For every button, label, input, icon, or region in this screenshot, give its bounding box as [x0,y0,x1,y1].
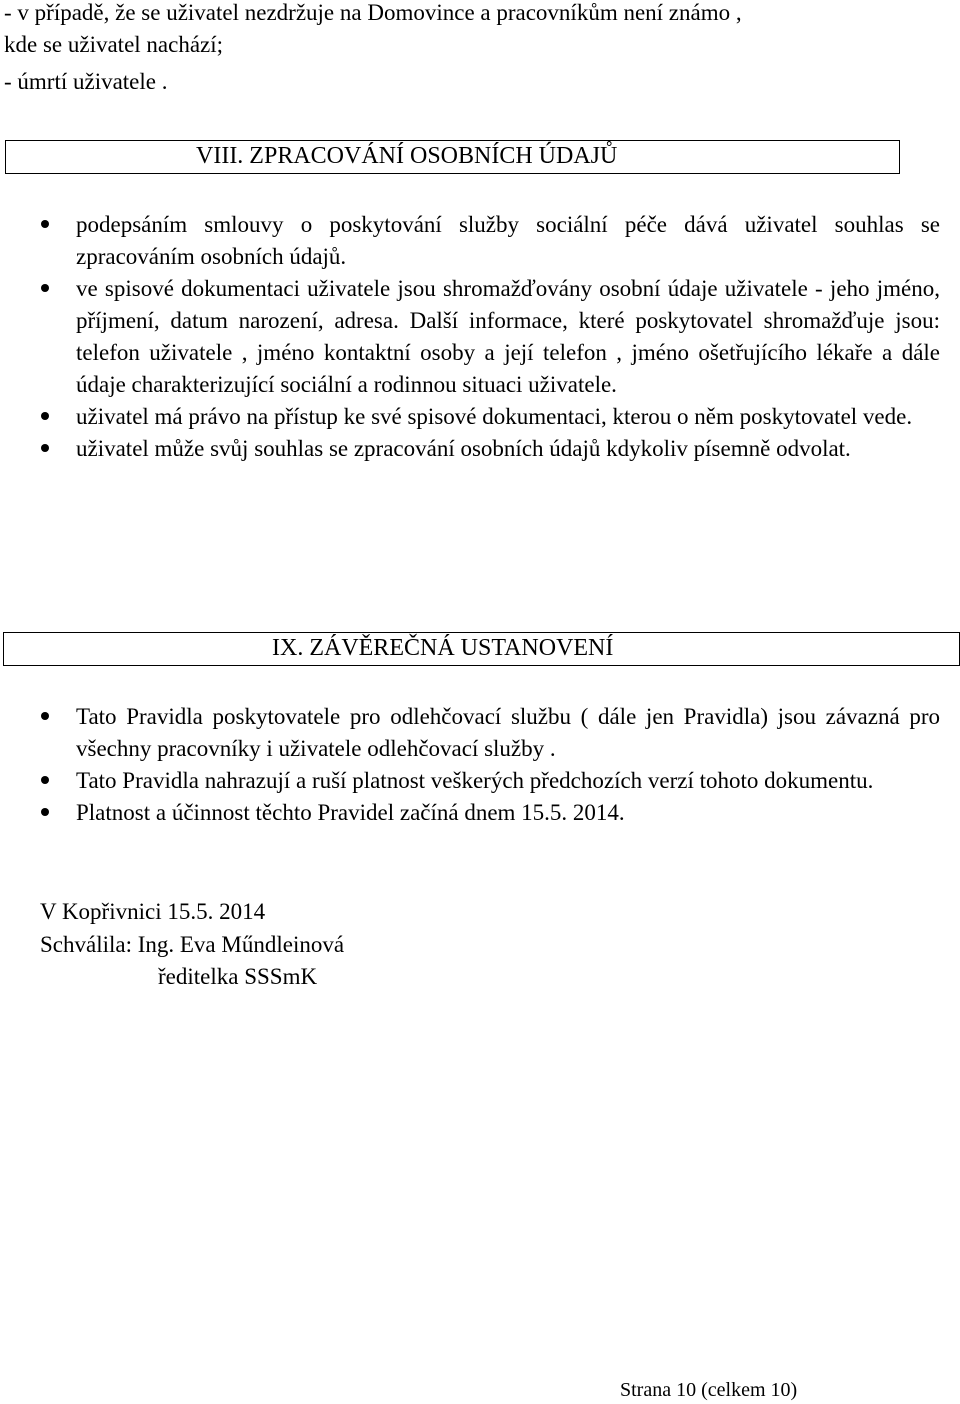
bullet-icon [41,412,49,420]
list-item-text: Tato Pravidla nahrazují a ruší platnost veškerých předchozích verzí tohoto dokumentu. [76,768,874,793]
section-8-heading: VIII. ZPRACOVÁNÍ OSOBNÍCH ÚDAJŮ [196,143,618,169]
signoff-place-date: V Kopřivnici 15.5. 2014 [40,899,266,924]
list-item [0,433,940,465]
bullet-icon [41,444,49,452]
list-item [0,765,940,797]
list-item-text: uživatel může svůj souhlas se zpracování osobních údajů kdykoliv písemně odvolat. [76,436,851,461]
list-item [0,273,940,401]
list-item [0,701,940,765]
list-item [0,209,940,273]
bullet-icon [41,712,49,720]
intro-line-3: - úmrtí uživatele . [4,69,168,94]
section-9-list [0,701,940,829]
bullet-icon [41,220,49,228]
bullet-icon [41,284,49,292]
intro-line-1: - v případě, že se uživatel nezdržuje na Domovince a pracovníkům není známo , [4,0,742,25]
list-item-text: Tato Pravidla poskytovatele pro odlehčovací službu ( dále jen Pravidla) jsou závazná pro všechny pracovníky i uživatele odlehčovací služby . [76,704,940,761]
list-item [0,797,940,829]
list-item-text: uživatel má právo na přístup ke své spisové dokumentaci, kterou o něm poskytovatel vede. [76,404,913,429]
bullet-icon [41,808,49,816]
list-item [0,401,940,433]
page-number: Strana 10 (celkem 10) [620,1379,798,1401]
signoff-role: ředitelka SSSmK [158,964,318,989]
section-8-list [0,209,940,465]
intro-line-2: kde se uživatel nachází; [4,32,224,57]
list-item-text: ve spisové dokumentaci uživatele jsou shromažďovány osobní údaje uživatele - jeho jméno, příjmení, datum narození, adresa. Další informace, které poskytovatel shromažďuje jsou: telefon uživatele , jméno kontaktní osoby a její telefon , jméno ošetřujícího lékaře a dále údaje charakterizující sociální a rodinnou situaci uživatele. [76,276,940,397]
list-item-text: podepsáním smlouvy o poskytování služby sociální péče dává uživatel souhlas se zpracováním osobních údajů. [76,212,940,269]
list-item-text: Platnost a účinnost těchto Pravidel začíná dnem 15.5. 2014. [76,800,625,825]
bullet-icon [41,776,49,784]
section-9-heading: IX. ZÁVĚREČNÁ USTANOVENÍ [272,635,614,661]
signoff-approved-by: Schválila: Ing. Eva Műndleinová [40,932,345,957]
